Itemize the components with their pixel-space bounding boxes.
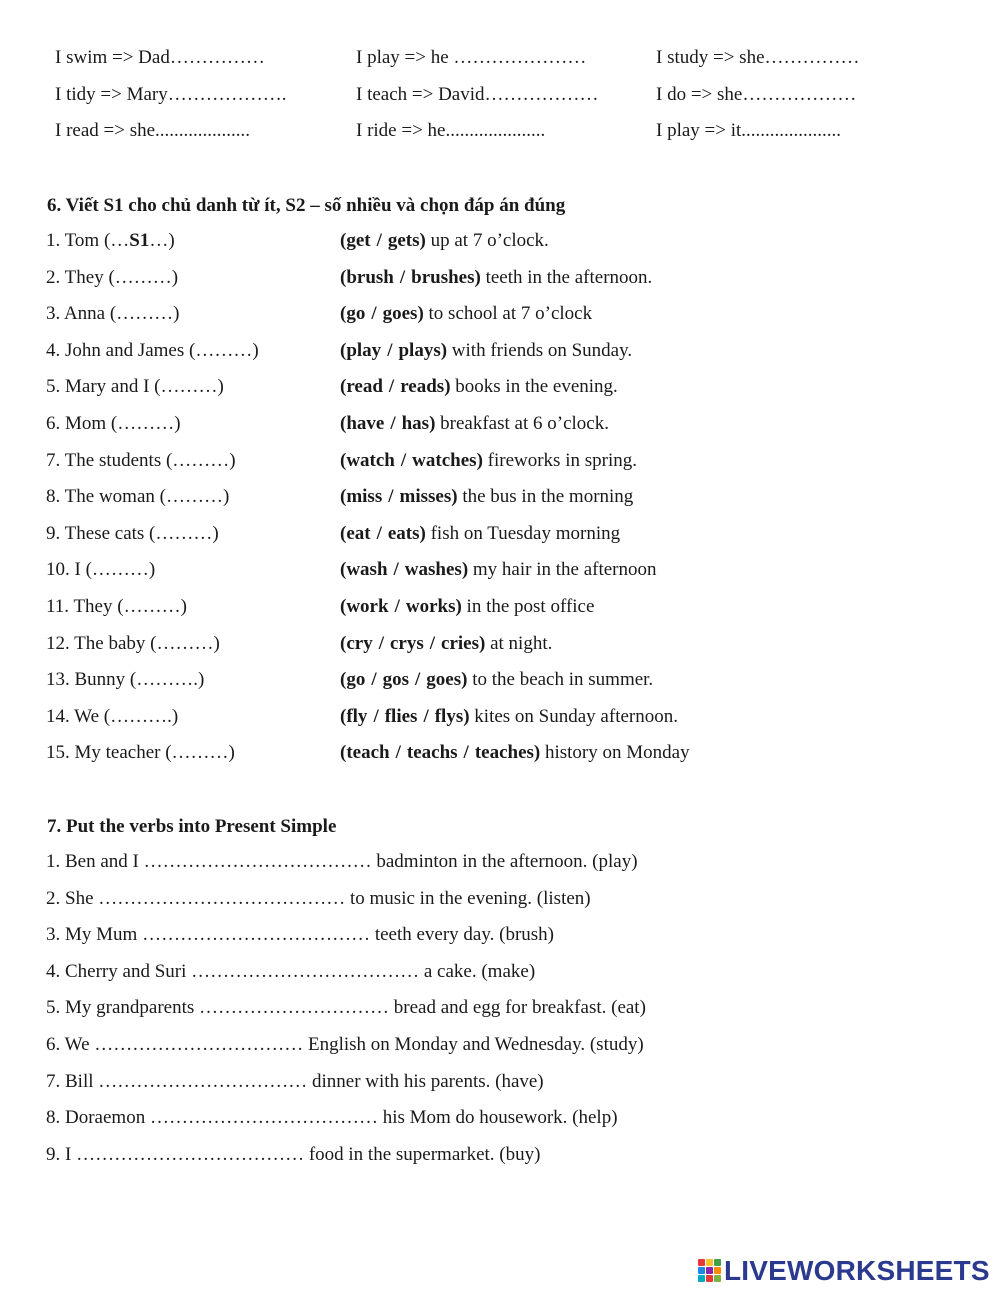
top-row: [0, 44, 1000, 72]
subject-text: 1. Tom (…: [46, 230, 130, 251]
subject-text: 12. The baby (………): [46, 633, 220, 654]
sentence-rest: fireworks in spring.: [482, 450, 637, 471]
verb-option: go: [346, 669, 366, 690]
exercise-row: [0, 630, 1000, 658]
verb-choices: (eat / eats) fish on Tuesday morning: [340, 523, 621, 544]
exercise-row: 3. My Mum ……………………………… teeth every day. (brush): [46, 924, 555, 945]
subject: [46, 447, 236, 475]
verb-choices: (read / reads) books in the evening.: [340, 376, 618, 397]
verb-choices: (go / goes) to school at 7 o’clock: [340, 303, 593, 324]
sentence-rest: teeth in the afternoon.: [480, 267, 653, 288]
top-item: I do => she………………: [656, 84, 857, 105]
sentence-rest: to school at 7 o’clock: [423, 303, 593, 324]
top-item: I read => she....................: [55, 120, 251, 141]
exercise-row: [0, 556, 1000, 584]
verb-option: works: [405, 596, 456, 617]
subject: [46, 520, 219, 548]
verb-option: go: [346, 303, 366, 324]
sentence-rest: the bus in the morning: [457, 486, 634, 507]
subject-text: 9. These cats (………): [46, 523, 219, 544]
section7-heading: 7. Put the verbs into Present Simple: [47, 816, 337, 837]
top-item: I ride => he.....................: [356, 120, 546, 141]
subject: [46, 227, 175, 255]
verb-option: work: [346, 596, 389, 617]
subject-text: 3. Anna (………): [46, 303, 180, 324]
subject: [46, 630, 220, 658]
subject-text: 14. We (……….): [46, 706, 179, 727]
exercise-row: 9. I ……………………………… food in the supermarket. (buy): [46, 1144, 541, 1165]
subject-text: 10. I (………): [46, 559, 156, 580]
verb-option: miss: [346, 486, 383, 507]
exercise-row: [0, 739, 1000, 767]
subject-text: 7. The students (………): [46, 450, 236, 471]
exercise-row: [0, 703, 1000, 731]
sentence-rest: up at 7 o’clock.: [425, 230, 549, 251]
sentence-rest: fish on Tuesday morning: [425, 523, 621, 544]
verb-option: has: [401, 413, 430, 434]
sentence-rest: kites on Sunday afternoon.: [469, 706, 678, 727]
top-item: I study => she……………: [656, 47, 860, 68]
verb-option: watch: [346, 450, 395, 471]
sentence-rest: to the beach in summer.: [467, 669, 654, 690]
exercise-row: [0, 666, 1000, 694]
verb-option: eats: [387, 523, 420, 544]
sentence-rest: in the post office: [461, 596, 595, 617]
verb-option: washes: [404, 559, 462, 580]
liveworksheets-logo: [698, 1256, 990, 1286]
verb-option: fly: [346, 706, 368, 727]
top-item: I teach => David………………: [356, 84, 599, 105]
exercise-row: 6. We …………………………… English on Monday and Wednesday. (study): [46, 1034, 644, 1055]
verb-choices: (wash / washes) my hair in the afternoon: [340, 559, 657, 580]
verb-choices: (get / gets) up at 7 o’clock.: [340, 230, 549, 251]
verb-choices: (cry / crys / cries) at night.: [340, 633, 553, 654]
subject: [46, 337, 259, 365]
top-item: I swim => Dad……………: [55, 47, 265, 68]
exercise-row: 8. Doraemon ……………………………… his Mom do housework. (help): [46, 1107, 618, 1128]
exercise-row: 1. Ben and I ……………………………… badminton in the afternoon. (play): [46, 851, 638, 872]
verb-option: crys: [389, 633, 424, 654]
exercise-row: [0, 300, 1000, 328]
verb-option: read: [346, 376, 383, 397]
verb-choices: (play / plays) with friends on Sunday.: [340, 340, 633, 361]
verb-option: gos: [382, 669, 410, 690]
sentence-rest: books in the evening.: [450, 376, 618, 397]
subject: [46, 300, 180, 328]
sentence-rest: breakfast at 6 o’clock.: [435, 413, 609, 434]
verb-option: teach: [346, 742, 390, 763]
exercise-row: [0, 483, 1000, 511]
verb-option: misses: [399, 486, 452, 507]
verb-option: watches: [412, 450, 477, 471]
verb-option: eat: [346, 523, 371, 544]
subject: [46, 703, 178, 731]
subject-text: 6. Mom (………): [46, 413, 181, 434]
verb-option: brushes: [411, 267, 475, 288]
top-item: I play => he …………………: [356, 47, 587, 68]
verb-option: cries: [441, 633, 480, 654]
top-item: I play => it.....................: [656, 120, 842, 141]
top-item: I tidy => Mary……………….: [55, 84, 287, 105]
verb-option: plays: [398, 340, 441, 361]
top-row: [0, 81, 1000, 109]
verb-option: goes: [426, 669, 462, 690]
verb-option: teaches: [474, 742, 534, 763]
logo-blocks-icon: [698, 1259, 720, 1283]
verb-option: flys: [434, 706, 464, 727]
subject: [46, 410, 181, 438]
exercise-row: [0, 264, 1000, 292]
top-row: [0, 117, 1000, 145]
subject: [46, 483, 229, 511]
subject-text: 15. My teacher (………): [46, 742, 235, 763]
subject-text: 2. They (………): [46, 267, 179, 288]
exercise-row: [0, 447, 1000, 475]
subject: [46, 666, 204, 694]
exercise-row: 2. She ………………………………… to music in the evening. (listen): [46, 888, 591, 909]
verb-option: reads: [400, 376, 445, 397]
subject: [46, 593, 187, 621]
exercise-row: [0, 410, 1000, 438]
sentence-rest: my hair in the afternoon: [468, 559, 657, 580]
verb-choices: (teach / teachs / teaches) history on Monday: [340, 742, 690, 763]
logo-text: LIVEWORKSHEETS: [724, 1255, 990, 1286]
subject: [46, 264, 178, 292]
verb-option: teachs: [406, 742, 458, 763]
exercise-row: [0, 520, 1000, 548]
subject-text-end: …): [149, 230, 175, 251]
subject-text: 8. The woman (………): [46, 486, 230, 507]
exercise-row: [0, 373, 1000, 401]
verb-option: goes: [382, 303, 418, 324]
verb-option: wash: [346, 559, 388, 580]
subject-text: 5. Mary and I (………): [46, 376, 224, 397]
verb-choices: (watch / watches) fireworks in spring.: [340, 450, 637, 471]
verb-option: cry: [346, 633, 373, 654]
exercise-row: [0, 227, 1000, 255]
verb-choices: (fly / flies / flys) kites on Sunday afternoon.: [340, 706, 678, 727]
verb-option: gets: [387, 230, 420, 251]
verb-choices: (brush / brushes) teeth in the afternoon.: [340, 267, 653, 288]
answer-example: S1: [129, 230, 150, 251]
exercise-row: [0, 337, 1000, 365]
subject-text: 11. They (………): [46, 596, 187, 617]
verb-option: get: [346, 230, 371, 251]
verb-choices: (work / works) in the post office: [340, 596, 595, 617]
verb-choices: (miss / misses) the bus in the morning: [340, 486, 634, 507]
sentence-rest: at night.: [485, 633, 553, 654]
exercise-row: [0, 593, 1000, 621]
section6-heading: 6. Viết S1 cho chủ danh từ ít, S2 – số nhiều và chọn đáp án đúng: [47, 195, 566, 216]
sentence-rest: history on Monday: [540, 742, 690, 763]
subject: [46, 739, 235, 767]
verb-choices: (have / has) breakfast at 6 o’clock.: [340, 413, 609, 434]
verb-option: play: [346, 340, 382, 361]
verb-choices: (go / gos / goes) to the beach in summer.: [340, 669, 654, 690]
verb-option: flies: [384, 706, 418, 727]
exercise-row: 5. My grandparents ………………………… bread and egg for breakfast. (eat): [46, 997, 646, 1018]
subject: [46, 556, 155, 584]
verb-option: have: [346, 413, 385, 434]
exercise-row: 4. Cherry and Suri ……………………………… a cake. (make): [46, 961, 536, 982]
verb-option: brush: [346, 267, 394, 288]
subject: [46, 373, 224, 401]
subject-text: 13. Bunny (……….): [46, 669, 205, 690]
sentence-rest: with friends on Sunday.: [447, 340, 633, 361]
exercise-row: 7. Bill …………………………… dinner with his parents. (have): [46, 1071, 544, 1092]
subject-text: 4. John and James (………): [46, 340, 259, 361]
